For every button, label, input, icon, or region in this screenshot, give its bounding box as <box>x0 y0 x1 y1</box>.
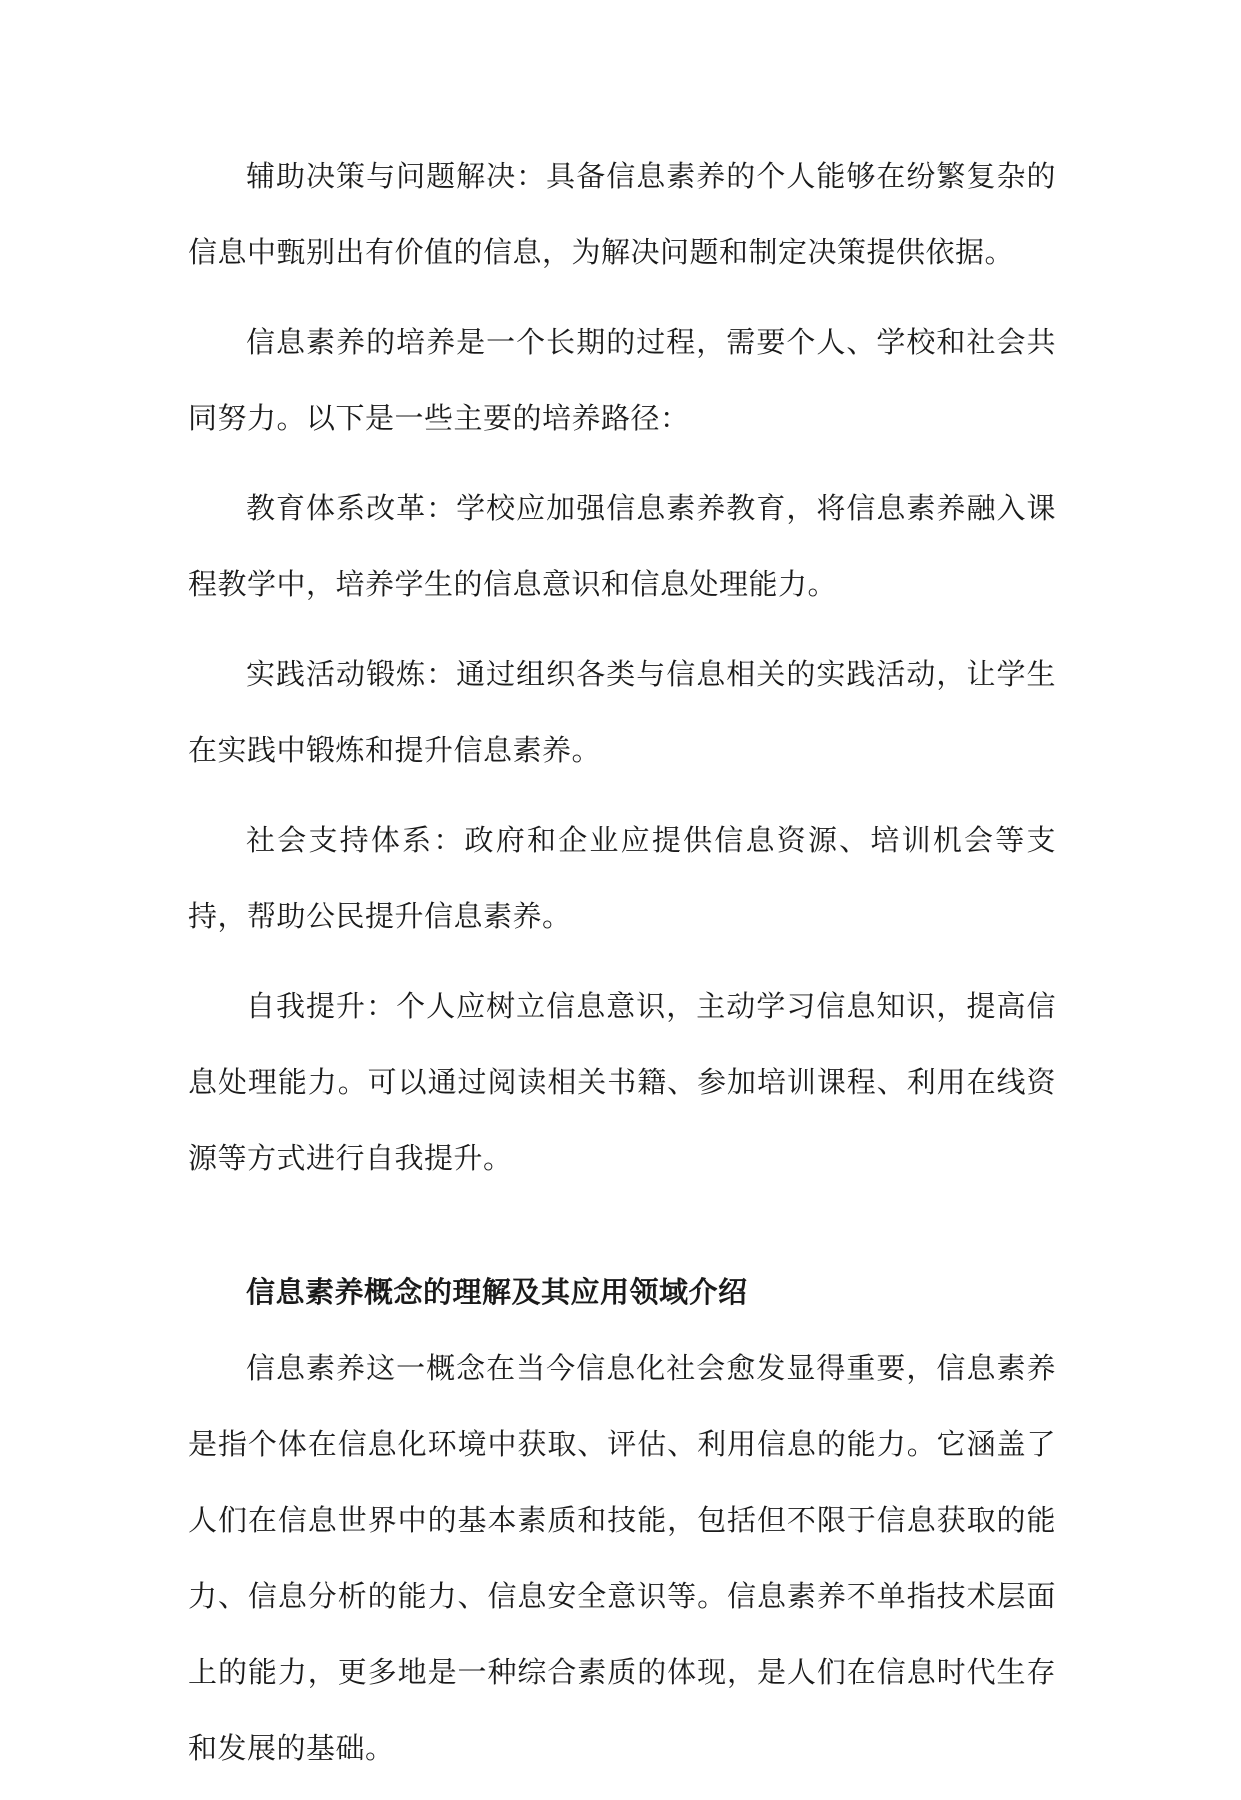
paragraph-concept-definition: 信息素养这一概念在当今信息化社会愈发显得重要，信息素养是指个体在信息化环境中获取、评估、利用信息的能力。它涵盖了人们在信息世界中的基本素质和技能，包括但不限于信息获取的能力、信息分析的能力、信息安全意识等。信息素养不单指技术层面上的能力，更多地是一种综合素质的体现，是人们在信息时代生存和发展的基础。 <box>188 1351 1056 1765</box>
paragraph-social-support: 社会支持体系：政府和企业应提供信息资源、培训机会等支持，帮助公民提升信息素养。 <box>188 823 1056 933</box>
paragraph-self-improvement: 自我提升：个人应树立信息意识，主动学习信息知识，提高信息处理能力。可以通过阅读相关书籍、参加培训课程、利用在线资源等方式进行自我提升。 <box>188 989 1056 1175</box>
document-body <box>188 138 1056 1800</box>
paragraph-education-reform: 教育体系改革：学校应加强信息素养教育，将信息素养融入课程教学中，培养学生的信息意识和信息处理能力。 <box>188 491 1056 601</box>
section-heading: 信息素养概念的理解及其应用领域介绍 <box>246 1275 748 1309</box>
paragraph-practice-activities: 实践活动锻炼：通过组织各类与信息相关的实践活动，让学生在实践中锻炼和提升信息素养。 <box>188 657 1056 767</box>
paragraph-cultivation-intro: 信息素养的培养是一个长期的过程，需要个人、学校和社会共同努力。以下是一些主要的培养路径： <box>188 325 1056 435</box>
paragraph-decision-support: 辅助决策与问题解决：具备信息素养的个人能够在纷繁复杂的信息中甄别出有价值的信息，为解决问题和制定决策提供依据。 <box>188 159 1056 269</box>
